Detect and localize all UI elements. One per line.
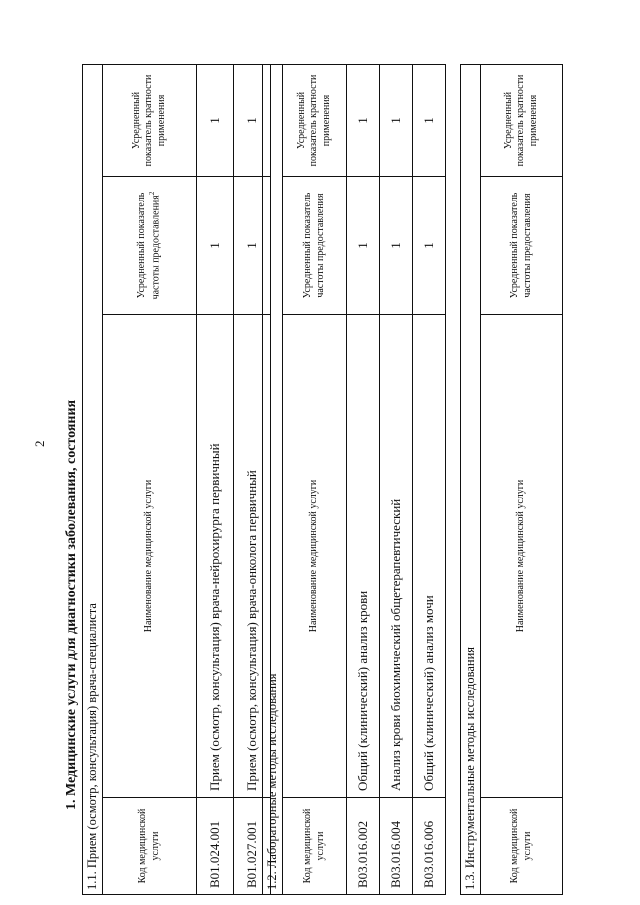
section-title-row	[263, 64, 283, 894]
section-title-row	[83, 64, 103, 894]
service-code: B03.016.004	[380, 798, 413, 895]
header-name: Наименование медицинской услуги	[103, 315, 197, 798]
header-name: Наименование медицинской услуги	[481, 315, 563, 798]
services-table-1-1	[82, 64, 271, 895]
table-row	[413, 64, 446, 894]
page-number: 2	[32, 440, 47, 447]
frequency-value: 1	[413, 177, 446, 315]
frequency-value: 1	[197, 177, 234, 315]
header-row	[481, 64, 563, 894]
section-heading: 1. Медицинские услуги для диагностики заболевания, состояния	[64, 399, 79, 810]
service-code: B01.024.001	[197, 798, 234, 895]
table-row	[197, 64, 234, 894]
header-row	[103, 64, 197, 894]
header-row	[283, 64, 347, 894]
multiplicity-value: 1	[347, 64, 380, 176]
header-frequency: Усредненный показатель частоты предоставления	[283, 177, 347, 315]
services-table-1-3	[460, 64, 563, 895]
header-frequency-text: Усредненный показатель частоты предоставления	[135, 192, 162, 300]
multiplicity-value: 1	[380, 64, 413, 176]
service-name: Прием (осмотр, консультация) врача-нейрохирурга первичный	[197, 315, 234, 798]
footnote-marker: 2	[148, 191, 157, 196]
section-title-row	[461, 64, 481, 894]
service-name: Общий (клинический) анализ крови	[347, 315, 380, 798]
multiplicity-value: 1	[197, 64, 234, 176]
subsection-title: 1.2. Лабораторные методы исследования	[263, 64, 283, 894]
service-code: B01.027.001	[234, 798, 271, 895]
header-code: Код медицинской услуги	[481, 798, 563, 895]
table-row	[347, 64, 380, 894]
header-code: Код медицинской услуги	[103, 798, 197, 895]
subsection-title: 1.3. Инструментальные методы исследования	[461, 64, 481, 894]
header-code: Код медицинской услуги	[283, 798, 347, 895]
frequency-value: 1	[347, 177, 380, 315]
header-multiplicity: Усредненный показатель кратности применения	[103, 64, 197, 176]
services-table-1-2	[262, 64, 446, 895]
header-multiplicity: Усредненный показатель кратности применения	[283, 64, 347, 176]
subsection-title: 1.1. Прием (осмотр, консультация) врача-специалиста	[83, 64, 103, 894]
multiplicity-value: 1	[413, 64, 446, 176]
service-code: B03.016.006	[413, 798, 446, 895]
service-name: Общий (клинический) анализ мочи	[413, 315, 446, 798]
header-name: Наименование медицинской услуги	[283, 315, 347, 798]
service-name: Анализ крови биохимический общетерапевтический	[380, 315, 413, 798]
header-multiplicity: Усредненный показатель кратности применения	[481, 64, 563, 176]
table-row	[380, 64, 413, 894]
service-code: B03.016.002	[347, 798, 380, 895]
header-frequency	[103, 177, 197, 315]
service-name: Прием (осмотр, консультация) врача-онколога первичный	[234, 315, 271, 798]
frequency-value: 1	[234, 177, 271, 315]
multiplicity-value: 1	[234, 64, 271, 176]
header-frequency: Усредненный показатель частоты предоставления	[481, 177, 563, 315]
frequency-value: 1	[380, 177, 413, 315]
